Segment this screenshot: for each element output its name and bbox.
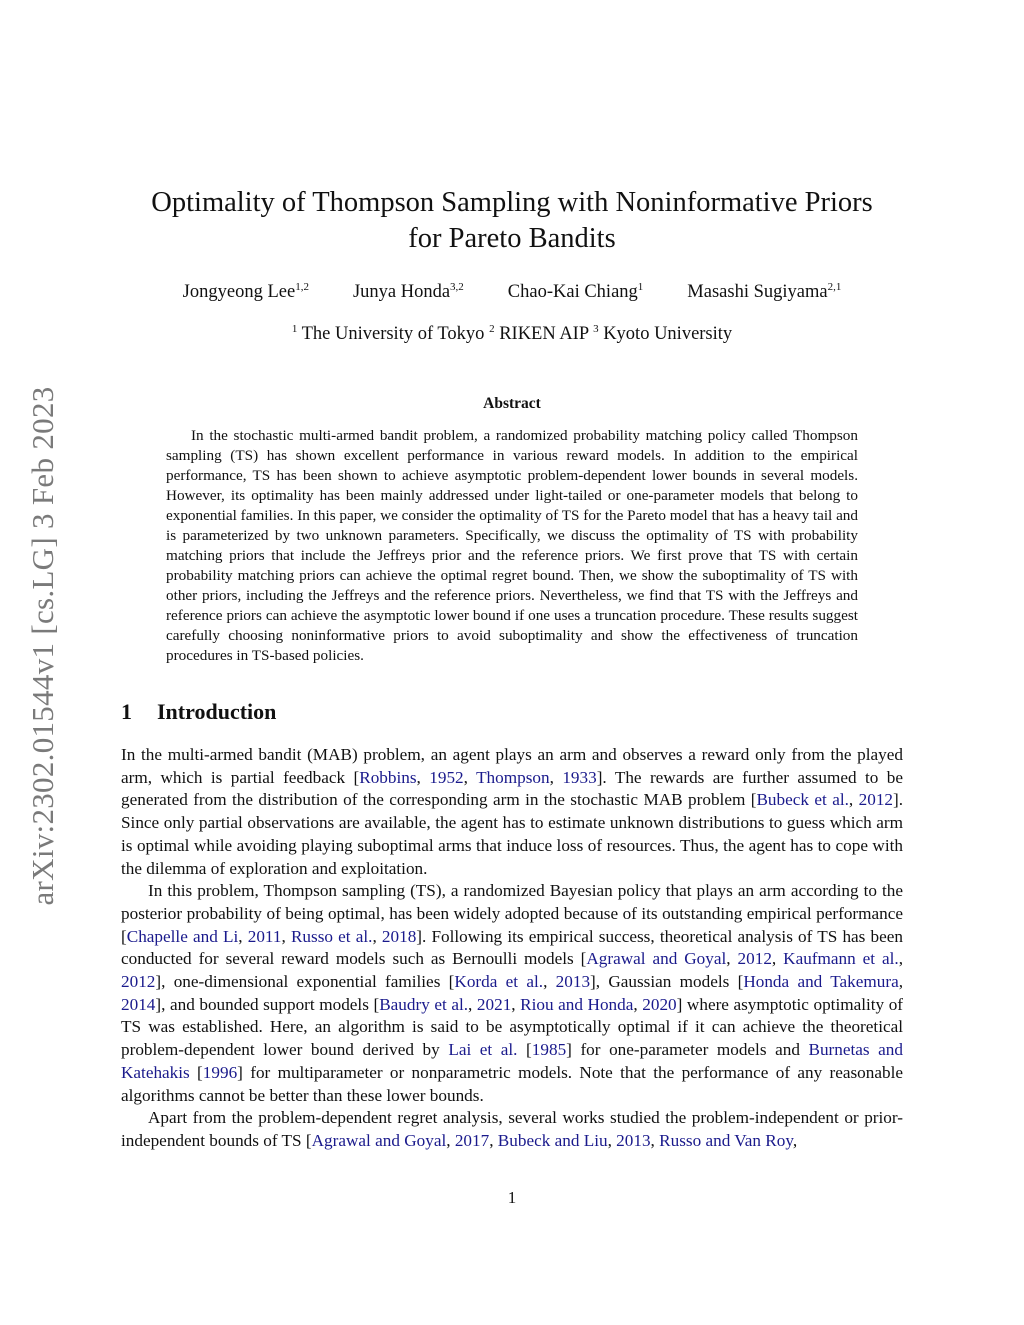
body-text: [121, 744, 903, 1153]
text-segment: ] where asymptotic optimality of TS was established. Here, an algorithm is said to be asymptotically optimal if it can achieve the theoretical problem-dependent lower bound derived by: [121, 994, 904, 1060]
citation-link[interactable]: Kaufmann et al.: [783, 949, 899, 969]
text-segment: [: [189, 1062, 203, 1082]
text-segment: In the multi-armed bandit (MAB) problem, an agent plays an arm and observes a reward only from the played arm, which is partial feedback [: [121, 745, 903, 787]
text-segment: ]. Following its empirical success, theoretical analysis of TS has been conducted for several reward models such as Bernoulli models [: [121, 926, 903, 969]
paragraph: [121, 880, 903, 1107]
text-segment: ,: [792, 1130, 798, 1150]
text-segment: ,: [549, 767, 563, 787]
abstract-text: In the stochastic multi-armed bandit problem, a randomized probability matching policy called Thompson sampling (TS) has shown excellent performance in various reward models. In addition to the empirical performance, TS has been shown to achieve asymptotic problem-dependent lower bounds in several models. However, its optimality has been mainly addressed under light-tailed or one-parameter models that belong to exponential families. In this paper, we consider the optimality of TS for the Pareto model that has a heavy tail and is parameterized by two unknown parameters. Specifically, we discuss the optimality of TS with probability matching priors that include the Jeffreys prior and the reference priors. We first prove that TS with certain probability matching priors can achieve the optimal regret bound. Then, we show the suboptimality of TS with other priors, including the Jeffreys and the reference priors. Nevertheless, we find that TS with the Jeffreys and reference priors can achieve the asymptotic lower bound if one uses a truncation procedure. These results suggest carefully choosing noninformative priors to avoid suboptimality and show the effectiveness of truncation procedures in TS-based policies.: [166, 427, 858, 664]
text-segment: ,: [468, 994, 477, 1014]
text-segment: ], Gaussian models [: [590, 972, 744, 992]
citation-link[interactable]: Agrawal and Goyal: [311, 1130, 447, 1150]
text-segment: ,: [848, 790, 859, 810]
citation-link[interactable]: 1985: [531, 1040, 567, 1060]
citation-link[interactable]: 2012: [858, 790, 893, 810]
text-segment: In this problem, Thompson sampling (TS), a randomized Bayesian policy that plays an arm according to the posterior probability of being optimal, has been widely adopted because of its outstanding empirical performance [: [121, 881, 903, 946]
citation-link[interactable]: 2021: [476, 994, 512, 1014]
author-affil-sup: 3,2: [450, 281, 464, 293]
text-segment: ,: [650, 1130, 660, 1150]
text-segment: ], one-dimensional exponential families [: [155, 972, 455, 992]
citation-link[interactable]: 1933: [562, 767, 597, 787]
affil-sup: 3: [593, 323, 599, 335]
citation-link[interactable]: Robbins: [359, 767, 417, 787]
citation-link[interactable]: Bubeck and Liu: [497, 1130, 608, 1150]
author-affil-sup: 1: [637, 281, 644, 293]
section-heading: [121, 699, 276, 725]
citation-link[interactable]: 2013: [555, 972, 591, 992]
author: [508, 281, 644, 303]
citation-link[interactable]: 2013: [616, 1130, 651, 1150]
text-segment: ,: [726, 949, 738, 969]
affiliation: RIKEN AIP: [494, 324, 594, 345]
author-list: [0, 281, 1024, 303]
author-name: Chao-Kai Chiang: [507, 282, 638, 303]
title-line-1: Optimality of Thompson Sampling with Noninformative Priors: [151, 187, 873, 218]
text-segment: ], and bounded support models [: [155, 994, 380, 1014]
text-segment: Apart from the problem-dependent regret analysis, several works studied the problem-independent or prior-independent bounds of TS [: [121, 1108, 903, 1150]
text-segment: ,: [543, 972, 556, 992]
citation-link[interactable]: Burnetas and Katehakis: [121, 1040, 903, 1082]
author: [353, 281, 464, 303]
text-segment: ,: [898, 949, 904, 969]
author-affil-sup: 2,1: [827, 281, 842, 293]
text-segment: ,: [446, 1130, 455, 1150]
citation-link[interactable]: Honda and Takemura: [743, 972, 899, 992]
text-segment: ,: [372, 926, 382, 946]
citation-link[interactable]: 1952: [429, 767, 464, 787]
citation-link[interactable]: Chapelle and Li: [126, 926, 239, 946]
citation-link[interactable]: 2020: [642, 994, 677, 1014]
citation-link[interactable]: 2012: [737, 949, 772, 969]
text-segment: ] for one-parameter models and: [566, 1040, 809, 1060]
title-line-2: for Pareto Bandits: [408, 223, 616, 254]
citation-link[interactable]: Thompson: [476, 767, 550, 787]
citation-link[interactable]: 2017: [454, 1130, 490, 1150]
text-segment: ,: [281, 926, 291, 946]
citation-link[interactable]: 2011: [247, 926, 282, 946]
citation-link[interactable]: Russo and Van Roy: [659, 1130, 793, 1150]
citation-link[interactable]: Bubeck et al.: [756, 790, 849, 810]
citation-link[interactable]: 2012: [121, 972, 156, 992]
section-title: Introduction: [157, 699, 277, 724]
paragraph: [121, 1107, 903, 1152]
citation-link[interactable]: 2014: [121, 994, 156, 1014]
paragraph: [121, 744, 903, 880]
affiliations: [0, 323, 1024, 345]
text-segment: ,: [607, 1130, 617, 1150]
citation-link[interactable]: 2018: [381, 926, 417, 946]
text-segment: ,: [633, 994, 643, 1014]
text-segment: [: [517, 1040, 532, 1060]
text-segment: ,: [771, 949, 784, 969]
text-segment: ,: [416, 767, 430, 787]
text-segment: ,: [489, 1130, 498, 1150]
text-segment: ,: [898, 972, 904, 992]
citation-link[interactable]: Korda et al.: [454, 972, 544, 992]
section-number: 1: [121, 699, 132, 724]
arxiv-identifier: arXiv:2302.01544v1 [cs.LG] 3 Feb 2023: [25, 386, 60, 906]
author-affil-sup: 1,2: [295, 281, 309, 293]
citation-link[interactable]: Russo et al.: [290, 926, 373, 946]
abstract-heading: Abstract: [483, 395, 541, 412]
text-segment: ]. The rewards are further assumed to be generated from the distribution of the corresponding arm in the stochastic MAB problem [: [121, 767, 903, 810]
affiliation: Kyoto University: [598, 324, 733, 345]
citation-link[interactable]: Agrawal and Goyal: [586, 949, 727, 969]
affil-sup: 2: [489, 323, 495, 335]
author-name: Masashi Sugiyama: [687, 282, 828, 303]
text-segment: ,: [238, 926, 248, 946]
citation-link[interactable]: Baudry et al.: [379, 994, 469, 1014]
author-name: Jongyeong Lee: [182, 282, 296, 303]
page-number: 1: [507, 1188, 517, 1207]
citation-link[interactable]: Lai et al.: [448, 1040, 518, 1060]
author-name: Junya Honda: [352, 282, 451, 303]
citation-link[interactable]: 1996: [202, 1062, 238, 1082]
text-segment: ,: [463, 767, 477, 787]
affiliation: The University of Tokyo: [297, 324, 490, 345]
citation-link[interactable]: Riou and Honda: [520, 994, 634, 1014]
affil-sup: 1: [291, 323, 298, 335]
author: [687, 281, 841, 303]
author: [183, 281, 309, 303]
text-segment: ] for multiparameter or nonparametric models. Note that the performance of any reasonable algorithms cannot be better than these lower bounds.: [121, 1062, 903, 1105]
text-segment: ]. Since only partial observations are available, the agent has to estimate unknown distributions to guess which arm is optimal while avoiding playing suboptimal arms that induce loss of resources. Thus, the agent has to cope with the dilemma of exploration and exploitation.: [121, 790, 904, 878]
text-segment: ,: [511, 994, 521, 1014]
paper-title: [0, 185, 1024, 257]
